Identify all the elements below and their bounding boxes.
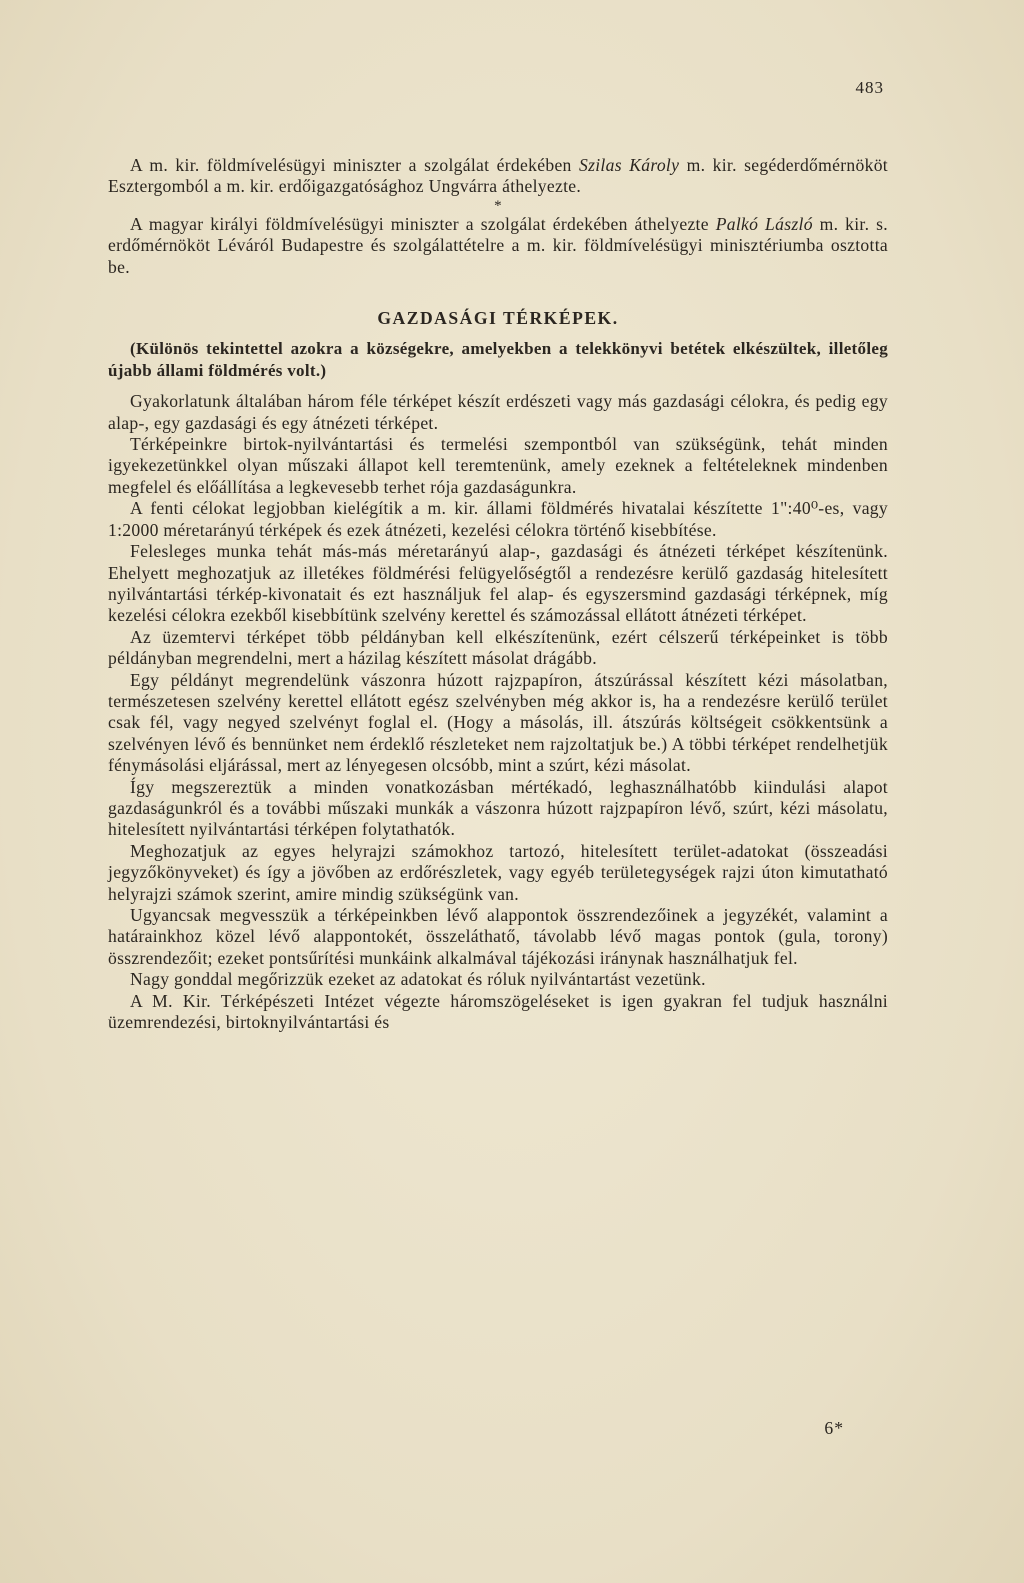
section-paragraph-8: Meghozatjuk az egyes helyrajzi számokhoz tartozó, hitelesített terület-adatokat (összeadási jegyzőkönyveket) és így a jövőben az erdőrészletek, vagy egyéb területegységek rajzi úton kimutatható helyrajzi számok szerint, amire mindig szükségünk van. [108,840,888,904]
page-number: 483 [855,78,884,97]
section-paragraph-7: Így megszereztük a minden vonatkozásban mértékadó, leghasználhatóbb kiindulási alapot gazdaságunkról és a további műszaki munkák a vászonra húzott rajzpapíron lévő, szúrt, kézi másolatu, hitelesített nyilvántartási térképen folytathatók. [108,776,888,840]
section-title: GAZDASÁGI TÉRKÉPEK. [377,308,619,329]
section-paragraph-11: A M. Kir. Térképészeti Intézet végezte háromszögeléseket is igen gyakran fel tudjuk használni üzemrendezési, birtoknyilvántartási és [108,990,888,1033]
notice-2-text-end: m. kir. s. erdőmérnököt Léváról Budapestre és szolgálattételre a m. kir. földmívelésügyi minisztériumba osztotta be. [108,213,888,277]
notice-1-person-name: Szilas Károly [579,155,680,175]
personnel-notice-1 [108,155,888,198]
section-paragraph-4: Felesleges munka tehát más-más méretarányú alap-, gazdasági és átnézeti térképet készítenünk. Ehelyett meghozatjuk az illetékes földmérési felügyelőségtől a rendezésre kerülő gazdaság hitelesített nyilvántartási térkép-kivonatait és ezt használjuk fel alap- és egyszersmind gazdasági térképnek, míg kezelési célokra ezekből kisebbítünk szelvény kerettel és számozással ellátott átnézeti térképet. [108,541,888,626]
body-text [108,155,888,1033]
section-paragraph-9: Ugyancsak megvesszük a térképeinkben lévő alappontok összrendezőinek a jegyzékét, valamint a határainkhoz közel lévő alappontokét, összeláthatő, távolabb lévő magas pontok (gula, torony) összrendezőit; ezeket pontsűrítési munkáink alkalmával tájékozási iránynak használhatjuk fel. [108,905,888,968]
personnel-notice-2 [108,214,888,278]
section-paragraph-5: Az üzemtervi térképet több példányban kell elkészítenünk, ezért célszerű térképeinket is több példányban megrendelni, mert a házilag készített másolat drágább. [108,626,888,669]
section-paragraph-1: Gyakorlatunk általában három féle térképet készít erdészeti vagy más gazdasági célokra, és pedig egy alap-, egy gazdasági és egy átnézeti térképet. [108,391,888,433]
section-paragraph-6: Egy példányt megrendelünk vászonra húzott rajzpapíron, átszúrással készített kézi másolatban, természetesen szelvény kerettel ellátott egész szelvényben még akkor is, ha a rendezésre kerülő terület csak fél, vagy negyed szelvényt foglal el. (Hogy a másolás, ill. átszúrás költségeit csökkentsünk a szelvényen lévő és bennünket nem érdeklő részleteket nem rajzoltatjuk be.) A többi térképet rendelhetjük fénymásolási eljárással, mert az lényegesen olcsóbb, mint a szúrt, kézi másolat. [108,669,888,776]
signature-mark: 6* [824,1418,844,1438]
section-paragraph-3: A fenti célokat legjobban kielégítik a m. kir. állami földmérés hivatalai készítette 1":40⁰-es, vagy 1:2000 méretarányú térképek és ezek átnézeti, kezelési célokra történő kisebbítése. [108,498,888,540]
notice-2-text-start: A magyar királyi földmívelésügyi miniszter a szolgálat érdekében áthelyezte [130,213,716,234]
notice-1-text-end: m. kir. segéderdőmérnököt Esztergomból a m. kir. erdőigazgatósághoz Ungvárra áthelyezte. [108,155,888,197]
section-subtitle: (Különös tekintettel azokra a községekre, amelyekben a telekkönyvi betétek elkészültek, illetőleg újabb állami földmérés volt.) [108,339,888,380]
section-paragraph-2: Térképeinkre birtok-nyilvántartási és termelési szempontból van szükségünk, tehát minden igyekezetünkkel olyan műszaki állapot kell teremtenünk, amely ezeknek a feltételeknek mindenben megfelel és előállítása a legkevesebb terhet rója gazdaságunkra. [108,434,888,497]
separator-asterisk: * [494,197,502,214]
notice-2-person-name: Palkó László [715,213,813,234]
section-paragraph-10: Nagy gonddal megőrizzük ezeket az adatokat és róluk nyilvántartást vezetünk. [130,969,706,990]
notice-1-text-start: A m. kir. földmívelésügyi miniszter a szolgálat érdekében [130,155,579,175]
